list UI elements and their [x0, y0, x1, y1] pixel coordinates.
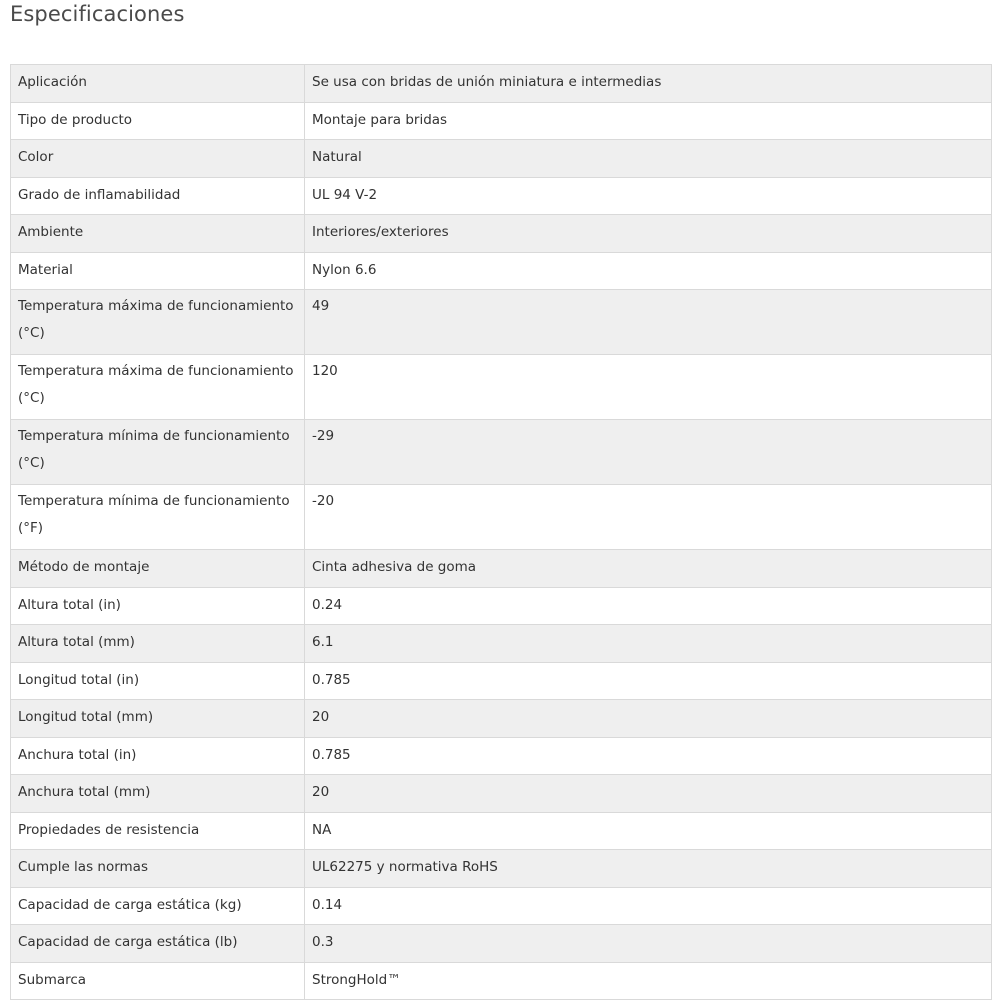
- spec-label: Capacidad de carga estática (lb): [11, 925, 305, 963]
- spec-label: Temperatura mínima de funcionamiento (°C): [11, 420, 305, 485]
- spec-value: StrongHold™: [305, 962, 992, 1000]
- table-row: [11, 850, 992, 888]
- spec-label: Propiedades de resistencia: [11, 812, 305, 850]
- spec-value: 0.24: [305, 587, 992, 625]
- spec-value: 6.1: [305, 625, 992, 663]
- spec-value: UL 94 V-2: [305, 177, 992, 215]
- spec-label: Temperatura mínima de funcionamiento (°F): [11, 485, 305, 550]
- spec-label: Aplicación: [11, 65, 305, 103]
- spec-value: Nylon 6.6: [305, 252, 992, 290]
- table-row: [11, 662, 992, 700]
- table-row: [11, 140, 992, 178]
- spec-label: Temperatura máxima de funcionamiento (°C): [11, 355, 305, 420]
- table-row: [11, 587, 992, 625]
- spec-label: Material: [11, 252, 305, 290]
- spec-label: Color: [11, 140, 305, 178]
- spec-label: Temperatura máxima de funcionamiento (°C): [11, 290, 305, 355]
- spec-value: Cinta adhesiva de goma: [305, 550, 992, 588]
- spec-value: 0.785: [305, 737, 992, 775]
- spec-value: Montaje para bridas: [305, 102, 992, 140]
- spec-value: NA: [305, 812, 992, 850]
- table-row: [11, 962, 992, 1000]
- table-row: [11, 700, 992, 738]
- spec-label: Submarca: [11, 962, 305, 1000]
- spec-value: 0.785: [305, 662, 992, 700]
- spec-label: Cumple las normas: [11, 850, 305, 888]
- table-row: [11, 737, 992, 775]
- spec-value: Interiores/exteriores: [305, 215, 992, 253]
- table-row: [11, 550, 992, 588]
- section-title: Especificaciones: [10, 2, 185, 26]
- spec-label: Anchura total (in): [11, 737, 305, 775]
- spec-label: Grado de inflamabilidad: [11, 177, 305, 215]
- table-row: [11, 252, 992, 290]
- spec-value: 20: [305, 775, 992, 813]
- spec-value: 20: [305, 700, 992, 738]
- spec-label: Anchura total (mm): [11, 775, 305, 813]
- spec-value: UL62275 y normativa RoHS: [305, 850, 992, 888]
- spec-label: Altura total (mm): [11, 625, 305, 663]
- specifications-table-body: [11, 65, 992, 1000]
- table-row: [11, 355, 992, 420]
- table-row: [11, 775, 992, 813]
- table-row: [11, 925, 992, 963]
- spec-label: Longitud total (in): [11, 662, 305, 700]
- table-row: [11, 215, 992, 253]
- table-row: [11, 177, 992, 215]
- spec-label: Método de montaje: [11, 550, 305, 588]
- spec-value: -20: [305, 485, 992, 550]
- table-row: [11, 420, 992, 485]
- spec-value: 49: [305, 290, 992, 355]
- table-row: [11, 887, 992, 925]
- spec-value: Se usa con bridas de unión miniatura e intermedias: [305, 65, 992, 103]
- table-row: [11, 812, 992, 850]
- spec-value: 0.3: [305, 925, 992, 963]
- spec-value: 0.14: [305, 887, 992, 925]
- spec-label: Tipo de producto: [11, 102, 305, 140]
- spec-value: Natural: [305, 140, 992, 178]
- table-row: [11, 65, 992, 103]
- spec-label: Longitud total (mm): [11, 700, 305, 738]
- table-row: [11, 102, 992, 140]
- specifications-table: [10, 64, 992, 1000]
- spec-value: -29: [305, 420, 992, 485]
- spec-label: Capacidad de carga estática (kg): [11, 887, 305, 925]
- table-row: [11, 290, 992, 355]
- spec-value: 120: [305, 355, 992, 420]
- table-row: [11, 625, 992, 663]
- spec-label: Altura total (in): [11, 587, 305, 625]
- table-row: [11, 485, 992, 550]
- spec-label: Ambiente: [11, 215, 305, 253]
